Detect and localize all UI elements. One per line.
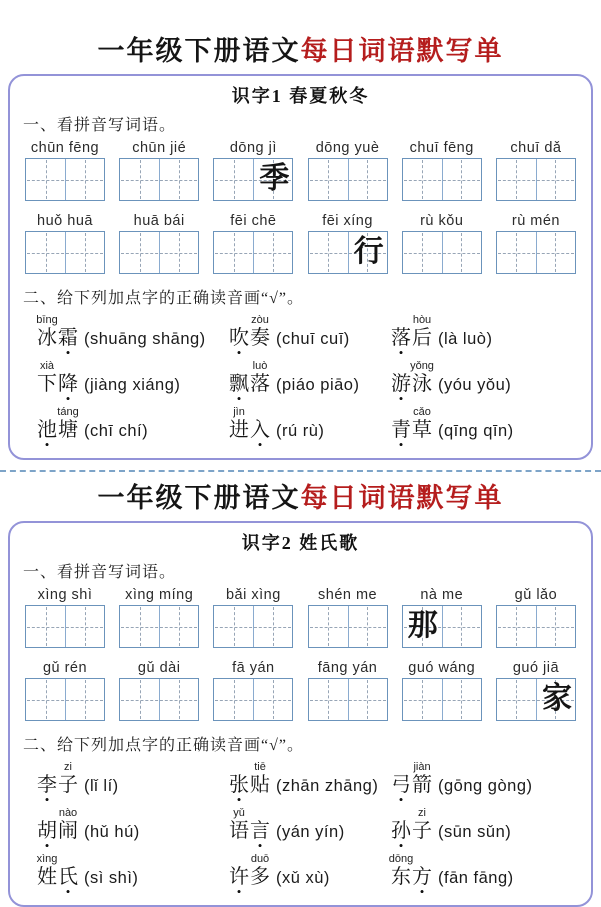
word-character: 弓 • — [391, 774, 411, 807]
emphasis-dot: • — [44, 792, 50, 807]
box-cell-divider — [159, 679, 160, 720]
pinyin-word-unit — [496, 212, 576, 274]
box-dash-vertical — [85, 607, 86, 646]
pronunciation-choice-item[interactable] — [37, 805, 229, 851]
pronunciation-options: (fān fāng) — [438, 869, 514, 887]
word-character: 张 • — [229, 774, 249, 807]
box-dash-vertical — [367, 160, 368, 199]
box-dash-vertical — [85, 680, 86, 719]
emphasis-dot: • — [44, 838, 50, 853]
box-dash-vertical — [328, 680, 329, 719]
box-dash-vertical — [85, 160, 86, 199]
writing-box[interactable] — [308, 231, 388, 274]
emphasis-dot: • — [65, 345, 71, 360]
pronunciation-options: (xǔ xù) — [276, 869, 330, 887]
worksheet-panel-1 — [8, 74, 593, 460]
box-dash-vertical — [367, 680, 368, 719]
pronunciation-choice-item[interactable] — [391, 759, 578, 805]
word-character: 池 • — [37, 419, 57, 452]
pinyin-label: rù kǒu — [420, 213, 464, 229]
pinyin-word-unit — [402, 586, 482, 648]
word-character: 姓 xìng — [36, 853, 58, 888]
box-dash-vertical — [422, 680, 423, 719]
page-title-black: 一年级下册语文 — [97, 36, 301, 66]
emphasis-dot: • — [257, 437, 263, 452]
page-title-black: 一年级下册语文 — [97, 483, 301, 513]
pinyin-label: bǎi xìng — [225, 587, 281, 603]
pinyin-label: fēi chē — [230, 213, 277, 229]
pronunciation-choice-item[interactable] — [229, 404, 391, 450]
pinyin-label: chuī dǎ — [510, 140, 562, 156]
pronunciation-options: (shuāng shāng) — [84, 330, 206, 348]
box-cell-divider — [65, 232, 66, 273]
pinyin-word-unit — [402, 212, 482, 274]
pinyin-hint: xìng — [36, 853, 58, 865]
pinyin-hint: cǎo — [413, 406, 431, 418]
pinyin-hint: nào — [58, 807, 78, 819]
box-dash-vertical — [273, 680, 274, 719]
emphasis-dot: • — [398, 437, 404, 452]
pinyin-word-unit — [496, 659, 576, 721]
pinyin-word-unit — [25, 586, 105, 648]
pinyin-word-unit — [213, 139, 293, 201]
word-character: 胡 • — [37, 820, 57, 853]
pinyin-word-unit — [402, 659, 482, 721]
word-character: 吹 • — [229, 327, 249, 360]
lesson-title: 识字1 春夏秋冬 — [231, 86, 370, 106]
written-answer-char: 家 — [541, 681, 572, 715]
box-dash-vertical — [367, 607, 368, 646]
word-character: 飘 • — [229, 373, 249, 406]
word-character: 李 • — [37, 774, 57, 807]
pinyin-hint: zi — [418, 807, 426, 819]
box-dash-vertical — [179, 680, 180, 719]
pronunciation-options: (rú rù) — [276, 422, 325, 440]
page-title-red: 每日词语默写单 — [300, 36, 504, 66]
pinyin-label: shén me — [318, 587, 378, 603]
emphasis-dot: • — [398, 838, 404, 853]
emphasis-dot: • — [398, 792, 404, 807]
writing-box[interactable] — [25, 158, 105, 201]
pronunciation-options: (sì shì) — [84, 869, 139, 887]
pinyin-hint: dōng — [388, 853, 414, 865]
emphasis-dot: • — [65, 391, 71, 406]
pronunciation-choice-item[interactable] — [37, 358, 229, 404]
pinyin-hint: hòu — [412, 314, 432, 326]
box-dash-vertical — [422, 160, 423, 199]
worksheet-page — [0, 34, 601, 907]
pinyin-hint: zòu — [251, 314, 269, 326]
writing-box[interactable] — [308, 158, 388, 201]
writing-box[interactable] — [213, 158, 293, 201]
pinyin-hint: xià — [39, 360, 55, 372]
box-dash-vertical — [85, 233, 86, 272]
pinyin-word-unit — [496, 139, 576, 201]
pronunciation-choice-grid — [37, 759, 578, 897]
box-dash-vertical — [179, 607, 180, 646]
box-dash-vertical — [555, 607, 556, 646]
pinyin-word-unit — [25, 212, 105, 274]
writing-box[interactable] — [213, 605, 293, 648]
pronunciation-choice-item[interactable] — [391, 358, 578, 404]
writing-box[interactable] — [25, 231, 105, 274]
pinyin-label: chūn jié — [132, 140, 187, 156]
writing-box[interactable] — [308, 605, 388, 648]
word-character: 子 zi — [58, 761, 78, 796]
pronunciation-choice-item[interactable] — [229, 805, 391, 851]
pronunciation-choice-item[interactable] — [391, 404, 578, 450]
box-dash-vertical — [46, 607, 47, 646]
pinyin-label: guó jiā — [512, 660, 560, 676]
emphasis-dot: • — [398, 345, 404, 360]
pronunciation-choice-item[interactable] — [391, 805, 578, 851]
pinyin-word-unit — [119, 139, 199, 201]
writing-box[interactable] — [402, 605, 482, 648]
pinyin-label: chūn fēng — [30, 140, 100, 156]
box-dash-vertical — [422, 233, 423, 272]
writing-box[interactable] — [402, 158, 482, 201]
pronunciation-options: (yán yín) — [276, 823, 345, 841]
pronunciation-options: (chī chí) — [84, 422, 149, 440]
emphasis-dot: • — [398, 391, 404, 406]
word-character: 贴 tiē — [250, 761, 270, 796]
pinyin-label: gǔ rén — [42, 660, 88, 676]
word-character: 语 yǔ — [229, 807, 249, 842]
pinyin-hint: duō — [250, 853, 270, 865]
word-character: 奏 zòu — [250, 314, 270, 349]
pronunciation-choice-item[interactable] — [37, 312, 229, 358]
box-dash-vertical — [328, 160, 329, 199]
word-character: 进 jìn — [229, 406, 249, 441]
word-character: 落 • — [391, 327, 411, 360]
page-title — [0, 34, 601, 68]
box-dash-vertical — [555, 160, 556, 199]
pinyin-label: xìng míng — [125, 587, 194, 603]
worksheet-panel-2 — [8, 521, 593, 907]
word-character: 孙 • — [391, 820, 411, 853]
box-cell-divider — [536, 606, 537, 647]
word-character: 青 • — [391, 419, 411, 452]
pinyin-hint: tiē — [254, 761, 266, 773]
pinyin-word-unit — [25, 139, 105, 201]
box-dash-vertical — [140, 233, 141, 272]
box-cell-divider — [65, 606, 66, 647]
writing-box[interactable] — [25, 605, 105, 648]
pinyin-word-unit — [308, 139, 388, 201]
box-cell-divider — [536, 159, 537, 200]
box-cell-divider — [348, 606, 349, 647]
writing-box[interactable] — [496, 231, 576, 274]
pronunciation-choice-grid — [37, 312, 578, 450]
pinyin-hint: yǔ — [233, 807, 245, 819]
word-character: 氏 • — [58, 866, 78, 899]
writing-box[interactable] — [119, 231, 199, 274]
box-dash-vertical — [555, 233, 556, 272]
box-dash-vertical — [516, 233, 517, 272]
emphasis-dot: • — [236, 884, 242, 899]
box-cell-divider — [159, 232, 160, 273]
word-character: 子 zi — [412, 807, 432, 842]
box-dash-vertical — [461, 607, 462, 646]
written-answer-char: 季 — [259, 161, 290, 195]
word-character: 多 duō — [250, 853, 270, 888]
word-character: 方 • — [412, 866, 432, 899]
pronunciation-choice-item[interactable] — [37, 759, 229, 805]
pinyin-label: guó wáng — [408, 660, 476, 676]
lesson-title: 识字2 姓氏歌 — [241, 533, 360, 553]
pinyin-hint: jìn — [233, 406, 245, 418]
pinyin-label: dōng jì — [229, 140, 277, 156]
pinyin-grid-row — [25, 659, 576, 721]
written-answer-char: 那 — [407, 608, 438, 642]
box-cell-divider — [442, 232, 443, 273]
pinyin-label: gǔ dài — [137, 660, 181, 676]
pinyin-label: gǔ lǎo — [514, 587, 558, 603]
box-dash-vertical — [140, 607, 141, 646]
writing-box[interactable] — [496, 605, 576, 648]
pinyin-word-unit — [119, 586, 199, 648]
word-character: 后 hòu — [412, 314, 432, 349]
word-character: 游 • — [391, 373, 411, 406]
pinyin-word-unit — [402, 139, 482, 201]
box-dash-vertical — [46, 160, 47, 199]
pinyin-hint: bīng — [36, 314, 58, 326]
word-character: 泳 yǒng — [410, 360, 434, 395]
pinyin-word-unit — [25, 659, 105, 721]
pronunciation-options: (gōng gòng) — [438, 777, 533, 795]
box-cell-divider — [65, 159, 66, 200]
pronunciation-options: (yóu yǒu) — [438, 376, 512, 394]
box-cell-divider — [442, 159, 443, 200]
pronunciation-choice-item[interactable] — [229, 358, 391, 404]
pronunciation-choice-item[interactable] — [229, 759, 391, 805]
box-cell-divider — [348, 679, 349, 720]
page-title — [0, 481, 601, 515]
word-character: 许 • — [229, 866, 249, 899]
emphasis-dot: • — [236, 345, 242, 360]
pronunciation-options: (là luò) — [438, 330, 493, 348]
section2-label: 二、给下列加点字的正确读音画“√”。 — [23, 290, 304, 307]
pronunciation-options: (zhān zhāng) — [276, 777, 379, 795]
pinyin-word-unit — [213, 586, 293, 648]
pinyin-grid-row — [25, 586, 576, 648]
section1-label: 一、看拼音写词语。 — [23, 117, 177, 134]
writing-box[interactable] — [496, 678, 576, 721]
emphasis-dot: • — [65, 884, 71, 899]
pinyin-label: rù mén — [511, 213, 560, 229]
box-dash-vertical — [516, 680, 517, 719]
pronunciation-choice-item[interactable] — [229, 312, 391, 358]
pronunciation-choice-item[interactable] — [37, 404, 229, 450]
pinyin-hint: luò — [252, 360, 268, 372]
pinyin-label: huā bái — [133, 213, 185, 229]
box-dash-vertical — [461, 233, 462, 272]
pinyin-hint: yǒng — [410, 360, 434, 372]
box-dash-vertical — [234, 233, 235, 272]
writing-box[interactable] — [213, 678, 293, 721]
box-cell-divider — [442, 679, 443, 720]
pronunciation-options: (chuī cuī) — [276, 330, 350, 348]
box-dash-vertical — [46, 233, 47, 272]
box-dash-vertical — [516, 160, 517, 199]
pinyin-word-unit — [213, 212, 293, 274]
box-dash-vertical — [179, 160, 180, 199]
pronunciation-choice-item[interactable] — [37, 851, 229, 897]
word-character: 言 • — [250, 820, 270, 853]
box-dash-vertical — [273, 233, 274, 272]
pinyin-hint: jiàn — [413, 761, 431, 773]
pinyin-label: dōng yuè — [315, 140, 380, 156]
pronunciation-choice-item[interactable] — [229, 851, 391, 897]
pinyin-word-unit — [119, 212, 199, 274]
word-character: 入 • — [250, 419, 270, 452]
emphasis-dot: • — [236, 391, 242, 406]
pronunciation-options: (lǐ lí) — [84, 777, 119, 795]
pronunciation-options: (sūn sǔn) — [438, 823, 512, 841]
writing-box[interactable] — [119, 158, 199, 201]
writing-box[interactable] — [119, 678, 199, 721]
pinyin-label: fāng yán — [317, 660, 378, 676]
box-dash-vertical — [46, 680, 47, 719]
pinyin-label: fā yán — [232, 660, 275, 676]
box-cell-divider — [253, 679, 254, 720]
box-cell-divider — [253, 232, 254, 273]
pinyin-hint: zi — [64, 761, 72, 773]
writing-box[interactable] — [402, 678, 482, 721]
pronunciation-choice-item[interactable] — [391, 312, 578, 358]
box-dash-vertical — [461, 680, 462, 719]
box-dash-vertical — [328, 607, 329, 646]
pronunciation-options: (jiàng xiáng) — [84, 376, 181, 394]
pinyin-label: chuī fēng — [409, 140, 474, 156]
written-answer-char: 行 — [353, 234, 384, 268]
pinyin-word-unit — [308, 586, 388, 648]
box-cell-divider — [536, 232, 537, 273]
pronunciation-options: (piáo piāo) — [276, 376, 360, 394]
pinyin-label: nà me — [420, 587, 464, 603]
box-cell-divider — [65, 679, 66, 720]
box-cell-divider — [253, 606, 254, 647]
writing-box[interactable] — [308, 678, 388, 721]
word-character: 落 luò — [250, 360, 270, 395]
section2-label: 二、给下列加点字的正确读音画“√”。 — [23, 737, 304, 754]
box-dash-vertical — [234, 680, 235, 719]
section1-label: 一、看拼音写词语。 — [23, 564, 177, 581]
box-cell-divider — [159, 159, 160, 200]
emphasis-dot: • — [44, 437, 50, 452]
emphasis-dot: • — [419, 884, 425, 899]
pinyin-word-unit — [213, 659, 293, 721]
pinyin-word-unit — [119, 659, 199, 721]
emphasis-dot: • — [257, 838, 263, 853]
writing-box[interactable] — [402, 231, 482, 274]
writing-box[interactable] — [496, 158, 576, 201]
pinyin-word-unit — [308, 212, 388, 274]
box-cell-divider — [159, 606, 160, 647]
writing-box[interactable] — [25, 678, 105, 721]
pinyin-grid-row — [25, 212, 576, 274]
pinyin-label: xìng shì — [37, 587, 93, 603]
pronunciation-options: (qīng qīn) — [438, 422, 514, 440]
pinyin-grid-row — [25, 139, 576, 201]
box-cell-divider — [348, 159, 349, 200]
panel-separator — [0, 470, 601, 472]
box-dash-vertical — [234, 160, 235, 199]
word-character: 降 • — [58, 373, 78, 406]
pinyin-label: fēi xíng — [322, 213, 373, 229]
page-title-red: 每日词语默写单 — [300, 483, 504, 513]
word-character: 下 xià — [37, 360, 57, 395]
box-dash-vertical — [516, 607, 517, 646]
writing-box[interactable] — [119, 605, 199, 648]
word-character: 草 cǎo — [412, 406, 432, 441]
word-character: 闹 nào — [58, 807, 78, 842]
emphasis-dot: • — [236, 792, 242, 807]
word-character: 冰 bīng — [36, 314, 58, 349]
pronunciation-options: (hǔ hú) — [84, 823, 140, 841]
word-character: 东 dōng — [388, 853, 414, 888]
pinyin-word-unit — [308, 659, 388, 721]
word-character: 霜 • — [58, 327, 78, 360]
pinyin-word-unit — [496, 586, 576, 648]
box-dash-vertical — [273, 607, 274, 646]
pinyin-label: huǒ huā — [37, 213, 93, 229]
box-dash-vertical — [328, 233, 329, 272]
box-dash-vertical — [234, 607, 235, 646]
box-dash-vertical — [461, 160, 462, 199]
writing-box[interactable] — [213, 231, 293, 274]
word-character: 塘 táng — [57, 406, 79, 441]
pinyin-hint: táng — [57, 406, 79, 418]
pronunciation-choice-item[interactable] — [388, 851, 578, 899]
word-character: 箭 jiàn — [412, 761, 432, 796]
box-dash-vertical — [140, 680, 141, 719]
box-dash-vertical — [140, 160, 141, 199]
box-dash-vertical — [179, 233, 180, 272]
